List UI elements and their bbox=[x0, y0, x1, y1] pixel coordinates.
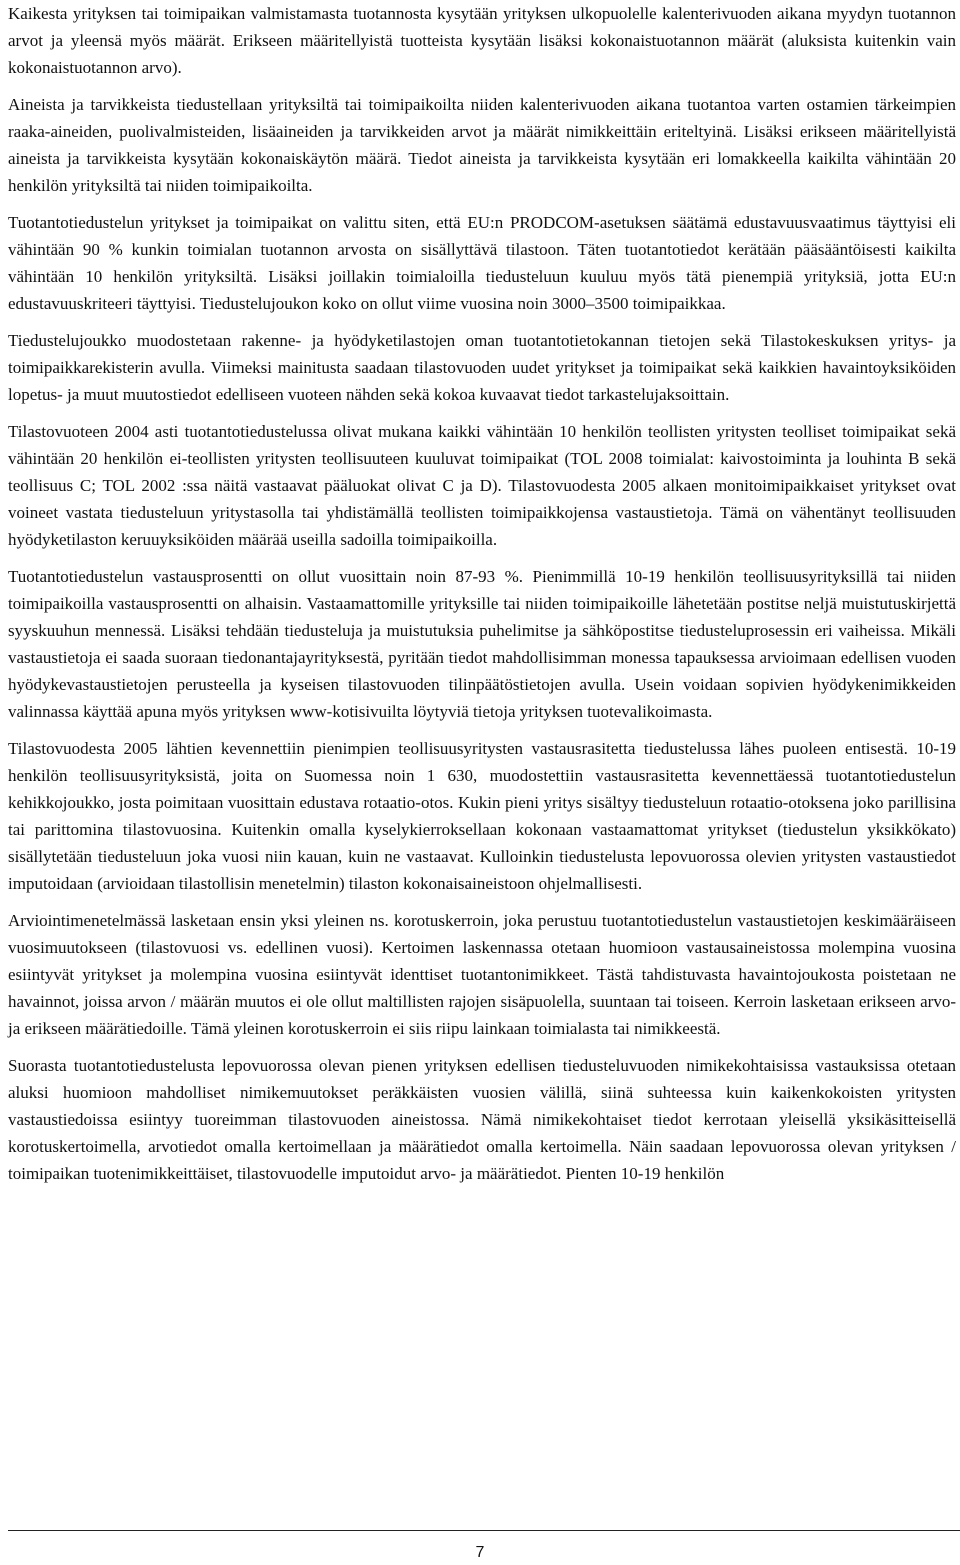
paragraph-7: Tilastovuodesta 2005 lähtien kevennettiin pienimpien teollisuusyritysten vastausrasitetta tiedustelussa lähes puoleen entisestä. 10-19 henkilön teollisuusyrityksistä, joita on Suomessa noin 1 630, muodostettiin vastausrasitetta kevennettäessä tuotantotiedustelun kehikkojoukko, josta poimitaan vuosittain edustava rotaatio-otos. Kukin pieni yritys sisältyy tiedusteluun rotaatio-otoksena joko parillisina tai parittomina tilastovuosina. Kuitenkin omalla kyselykierroksellaan kokonaan vastaamattomat yritykset (tiedustelun yksikkökato) sisällytetään tiedusteluun joka vuosi niin kauan, kuin ne vastaavat. Kulloinkin tiedustelusta lepovuorossa olevien yritysten vastaustiedot imputoidaan (arvioidaan tilastollisin menetelmin) tilaston kokonaisaineistoon ohjelmallisesti. bbox=[8, 739, 956, 893]
paragraph-9: Suorasta tuotantotiedustelusta lepovuorossa olevan pienen yrityksen edellisen tiedusteluvuoden nimikekohtaisissa vastauksissa otetaan aluksi huomioon mahdolliset nimikemuutokset peräkkäisten vuosien välillä, siinä suhteessa kuin kaikenkokoisten yritysten vastaustiedoissa esiintyy tuoreimman tilastovuoden aineistossa. Nämä nimikekohtaiset tiedot kerrotaan yleisellä yksikäsitteisellä korotuskertoimella, arvotiedot omalla kertoimellaan ja määrätiedot omalla kertoimella. Näin saadaan lepovuorossa olevan yrityksen / toimipaikan tuotenimikkeittäiset, tilastovuodelle imputoidut arvo- ja määrätiedot. Pienten 10-19 henkilön bbox=[8, 1056, 956, 1183]
paragraph-4: Tiedustelujoukko muodostetaan rakenne- ja hyödyketilastojen oman tuotantotietokannan tietojen sekä Tilastokeskuksen yritys- ja toimipaikkarekisterin avulla. Viimeksi mainitusta saadaan tilastovuoden uudet yritykset ja toimipaikat sekä kaikkien havaintoyksiköiden lopetus- ja muut muutostiedot edelliseen vuoteen nähden sekä kokoa kuvaavat tiedot tarkastelujaksoittain. bbox=[8, 331, 956, 404]
paragraph-2: Aineista ja tarvikkeista tiedustellaan yrityksiltä tai toimipaikoilta niiden kalenterivuoden aikana tuotantoa varten ostamien tärkeimpien raaka-aineiden, puolivalmisteiden, lisäaineiden ja tarvikkeiden arvot ja määrät nimikkeittäin eriteltyinä. Lisäksi erikseen määritellyistä aineista ja tarvikkeista kysytään kokonaiskäytön määrä. Tiedot aineista ja tarvikkeista kysytään eri lomakkeella kaikilta vähintään 20 henkilön yrityksiltä tai niiden toimipaikoilta. bbox=[8, 95, 956, 195]
paragraph-5: Tilastovuoteen 2004 asti tuotantotiedustelussa olivat mukana kaikki vähintään 10 henkilön teollisten yritysten teolliset toimipaikat sekä vähintään 20 henkilön ei-teollisten yritysten teollisuuteen kuuluvat toimipaikat (TOL 2008 toimialat: kaivostoiminta ja louhinta B sekä teollisuus C; TOL 2002 :ssa näitä vastaavat pääluokat olivat C ja D). Tilastovuodesta 2005 alkaen monitoimipaikkaiset yritykset ovat voineet vastata tiedusteluun yritystasolla tai yhdistämällä teollisten toimipaikkojensa vastaustietoja. Tämä on vähentänyt teollisuuden hyödyketilaston keruuyksiköiden määrää useilla sadoilla toimipaikoilla. bbox=[8, 422, 956, 549]
paragraph-1: Kaikesta yrityksen tai toimipaikan valmistamasta tuotannosta kysytään yrityksen ulkopuolelle kalenterivuoden aikana myydyn tuotannon arvot ja yleensä myös määrät. Erikseen määritellyistä tuotteista kysytään lisäksi kokonaistuotannon määrät (aluksista kuitenkin vain kokonaistuotannon arvo). bbox=[8, 4, 956, 77]
paragraph-8: Arviointimenetelmässä lasketaan ensin yksi yleinen ns. korotuskerroin, joka perustuu tuotantotiedustelun vastaustietojen keskimääräiseen vuosimuutokseen (tilastovuosi vs. edellinen vuosi). Kertoimen laskennassa otetaan huomioon vastausaineistossa molempina vuosina esiintyvät yritykset ja molempina vuosina esiintyvät identtiset tuotantonimikkeet. Tästä tahdistuvasta havaintojoukosta poistetaan ne havainnot, joissa arvon / määrän muutos ei ole ollut maltillisten rajojen sisäpuolella, suuntaan tai toiseen. Kerroin lasketaan erikseen arvo- ja erikseen määrätiedoille. Tämä yleinen korotuskerroin ei siis riipu lainkaan toimialasta tai nimikkeestä. bbox=[8, 911, 956, 1038]
document-body bbox=[8, 0, 956, 1197]
paragraph-6: Tuotantotiedustelun vastausprosentti on ollut vuosittain noin 87-93 %. Pienimmillä 10-19 henkilön teollisuusyrityksillä tai niiden toimipaikoilla vastausprosentti on alhaisin. Vastaamattomille yrityksille tai niiden toimipaikoille lähetetään postitse neljä muistutuskirjettä syyskuuhun mennessä. Lisäksi tehdään tiedusteluja ja muistutuksia puhelimitse ja sähköpostitse tiedusteluprosessin eri vaiheissa. Mikäli vastaustietoja ei saada suoraan tiedonantajayrityksestä, pyritään tiedot mahdollisimman monessa tapauksessa arvioimaan edellisen vuoden hyödykevastaustietojen perusteella ja kyseisen tilastovuoden tilinpäätöstietojen avulla. Usein voidaan sopivien hyödykenimikkeiden valinnassa käyttää apuna myös yrityksen www-kotisivuilta löytyviä tietoja yrityksen tuotevalikoimasta. bbox=[8, 567, 956, 721]
paragraph-3: Tuotantotiedustelun yritykset ja toimipaikat on valittu siten, että EU:n PRODCOM-asetuksen säätämä edustavuusvaatimus täyttyisi eli vähintään 90 % kunkin toimialan tuotannon arvosta on sisällyttävä tilastoon. Täten tuotantotiedot kerätään pääsääntöisesti kaikilta vähintään 10 henkilön yrityksiltä. Lisäksi joillakin toimialoilla tiedusteluun kuuluu myös tätä pienempiä yrityksiä, jotta EU:n edustavuuskriteeri täyttyisi. Tiedustelujoukon koko on ollut viime vuosina noin 3000–3500 toimipaikkaa. bbox=[8, 213, 956, 313]
page-number: 7 bbox=[475, 1544, 485, 1561]
footer-divider bbox=[8, 1530, 960, 1531]
